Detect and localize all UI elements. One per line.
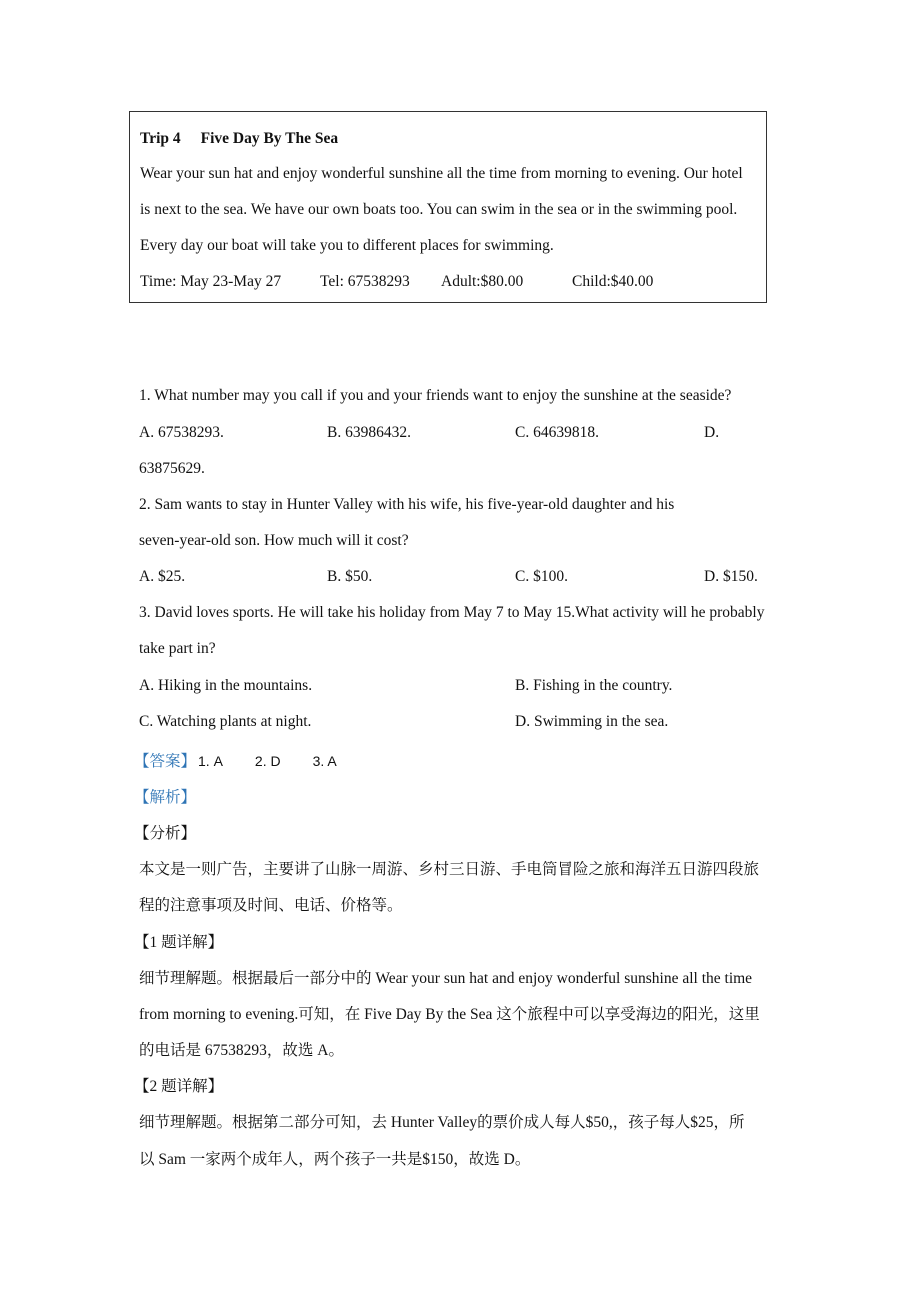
detail-1-text: 的电话是 67538293，故选 A。 <box>139 1042 344 1059</box>
question-2-option-d: D. $150. <box>704 568 758 585</box>
question-3-stem: take part in? <box>139 640 216 657</box>
trip-time: Time: May 23-May 27 <box>140 273 282 290</box>
question-3-stem: 3. David loves sports. He will take his holiday from May 7 to May 15.What activity will he probably <box>139 604 765 621</box>
question-1-option-b: B. 63986432. <box>327 424 411 441</box>
answer-label: 【答案】 <box>134 753 197 770</box>
answer-value: 1. A <box>198 753 223 769</box>
detail-1-label: 【1 题详解】 <box>134 934 224 951</box>
fenxi-text: 程的注意事项及时间、电话、价格等。 <box>139 897 403 914</box>
detail-1-text: 细节理解题。根据最后一部分中的 Wear your sun hat and enjoy wonderful sunshine all the time <box>139 970 753 987</box>
trip-tel: Tel: 67538293 <box>320 273 410 290</box>
question-3-option-d: D. Swimming in the sea. <box>515 713 669 730</box>
question-2-stem: 2. Sam wants to stay in Hunter Valley with his wife, his five-year-old daughter and his <box>139 496 675 513</box>
trip-box <box>129 111 767 303</box>
answer-row <box>134 749 337 771</box>
question-2-option-b: B. $50. <box>327 568 373 585</box>
detail-2-text: 以 Sam 一家两个成年人，两个孩子一共是$150，故选 D。 <box>139 1151 531 1168</box>
question-1-stem: 1. What number may you call if you and your friends want to enjoy the sunshine at the seaside? <box>139 387 732 404</box>
answer-value: 2. D <box>254 753 281 769</box>
fenxi-label: 【分析】 <box>134 825 197 842</box>
question-2-option-a: A. $25. <box>139 568 186 585</box>
detail-2-text: 细节理解题。根据第二部分可知，去 Hunter Valley的票价成人每人$50,，孩子每人$25，所 <box>139 1114 745 1131</box>
question-3-option-a: A. Hiking in the mountains. <box>139 677 313 694</box>
question-2-option-c: C. $100. <box>515 568 568 585</box>
answer-value: 3. A <box>312 753 337 769</box>
question-1-option-d-value: 63875629. <box>139 460 205 477</box>
question-1-option-d: D. <box>704 424 720 441</box>
question-3-option-c: C. Watching plants at night. <box>139 713 312 730</box>
trip-description-line: Every day our boat will take you to different places for swimming. <box>140 237 554 254</box>
question-2-stem: seven-year-old son. How much will it cost? <box>139 532 409 549</box>
analysis-label: 【解析】 <box>134 789 197 806</box>
trip-title: Five Day By The Sea <box>200 130 339 147</box>
trip-adult-price: Adult:$80.00 <box>441 273 524 290</box>
question-1-option-c: C. 64639818. <box>515 424 599 441</box>
trip-number: Trip 4 <box>140 130 181 147</box>
trip-description-line: is next to the sea. We have our own boats too. You can swim in the sea or in the swimming pool. <box>140 201 738 218</box>
trip-heading <box>140 130 338 148</box>
question-1-option-a: A. 67538293. <box>139 424 224 441</box>
fenxi-text: 本文是一则广告，主要讲了山脉一周游、乡村三日游、手电筒冒险之旅和海洋五日游四段旅 <box>139 861 760 878</box>
trip-child-price: Child:$40.00 <box>572 273 654 290</box>
question-3-option-b: B. Fishing in the country. <box>515 677 673 694</box>
trip-description-line: Wear your sun hat and enjoy wonderful sunshine all the time from morning to evening. Our hotel <box>140 165 743 182</box>
detail-1-text: from morning to evening.可知，在 Five Day By the Sea 这个旅程中可以享受海边的阳光，这里 <box>139 1006 760 1023</box>
detail-2-label: 【2 题详解】 <box>134 1078 224 1095</box>
